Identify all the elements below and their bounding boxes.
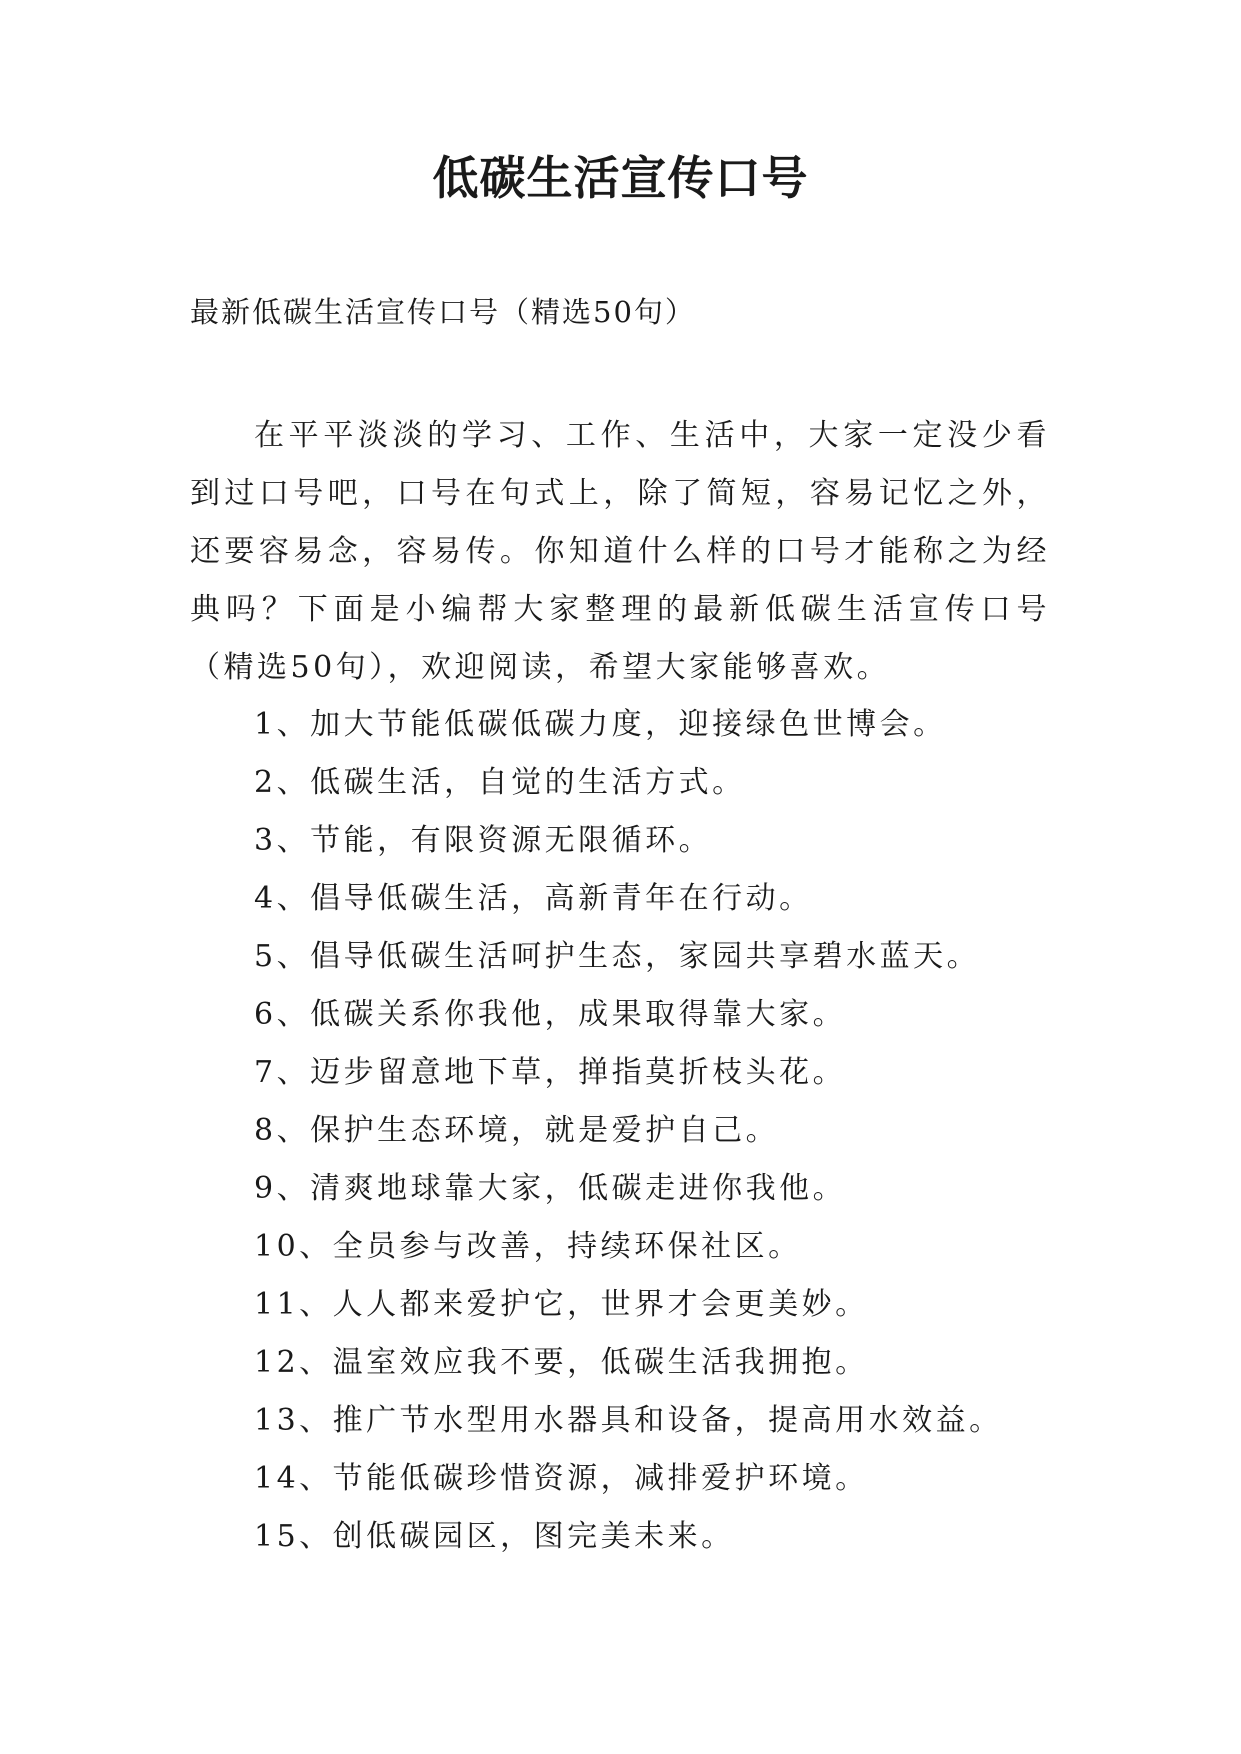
slogan-item: 3、节能，有限资源无限循环。 — [254, 823, 713, 858]
slogan-item: 6、低碳关系你我他，成果取得靠大家。 — [254, 997, 847, 1032]
slogan-item: 12、温室效应我不要，低碳生活我拥抱。 — [254, 1345, 869, 1380]
slogan-item: 8、保护生态环境，就是爱护自己。 — [254, 1113, 780, 1148]
document-title: 低碳生活宣传口号 — [432, 151, 809, 205]
slogan-item: 13、推广节水型用水器具和设备，提高用水效益。 — [254, 1403, 1003, 1438]
intro-paragraph: 在平平淡淡的学习、工作、生活中，大家一定没少看到过口号吧，口号在句式上，除了简短，容易记忆之外，还要容易念，容易传。你知道什么样的口号才能称之为经典吗？下面是小编帮大家整理的最新低碳生活宣传口号（精选50句），欢迎阅读，希望大家能够喜欢。 — [190, 418, 1050, 685]
slogan-item: 10、全员参与改善，持续环保社区。 — [254, 1229, 802, 1264]
slogan-item: 5、倡导低碳生活呵护生态，家园共享碧水蓝天。 — [254, 939, 981, 974]
slogan-list — [254, 696, 1074, 1566]
slogan-item: 9、清爽地球靠大家，低碳走进你我他。 — [254, 1171, 847, 1206]
slogan-item: 2、低碳生活，自觉的生活方式。 — [254, 765, 746, 800]
slogan-item: 14、节能低碳珍惜资源，减排爱护环境。 — [254, 1461, 869, 1496]
document-subtitle: 最新低碳生活宣传口号（精选50句） — [190, 295, 696, 329]
slogan-item: 1、加大节能低碳低碳力度，迎接绿色世博会。 — [254, 707, 947, 742]
slogan-item: 11、人人都来爱护它，世界才会更美妙。 — [254, 1287, 869, 1322]
slogan-item: 7、迈步留意地下草，掸指莫折枝头花。 — [254, 1055, 847, 1090]
slogan-item: 4、倡导低碳生活，高新青年在行动。 — [254, 881, 813, 916]
slogan-item: 15、创低碳园区，图完美未来。 — [254, 1519, 735, 1554]
